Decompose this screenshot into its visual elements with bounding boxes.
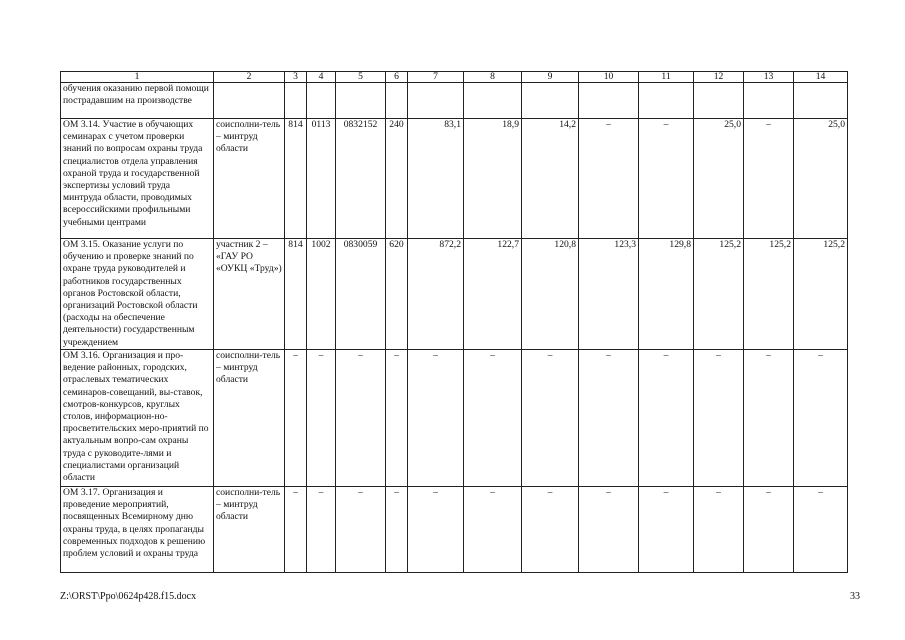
value-cell: – xyxy=(639,119,694,239)
value-cell xyxy=(408,83,464,119)
value-cell: – xyxy=(285,487,307,573)
value-cell: – xyxy=(522,350,579,487)
column-number: 12 xyxy=(694,72,744,83)
value-cell: 120,8 xyxy=(522,239,579,350)
column-number: 8 xyxy=(464,72,522,83)
value-cell: 123,3 xyxy=(579,239,639,350)
value-cell: – xyxy=(694,350,744,487)
value-cell: – xyxy=(307,350,336,487)
document-page xyxy=(60,71,848,573)
value-cell: – xyxy=(579,119,639,239)
column-number: 9 xyxy=(522,72,579,83)
value-cell: 83,1 xyxy=(408,119,464,239)
value-cell: – xyxy=(639,487,694,573)
value-cell: 14,2 xyxy=(522,119,579,239)
value-cell: – xyxy=(464,487,522,573)
value-cell xyxy=(307,83,336,119)
value-cell: 129,8 xyxy=(639,239,694,350)
executor-cell: соисполни-тель – минтруд области xyxy=(214,487,285,573)
file-path: Z:\ORST\Ppo\0624p428.f15.docx xyxy=(60,591,197,602)
column-number: 13 xyxy=(744,72,794,83)
column-number: 3 xyxy=(285,72,307,83)
measure-name-cell: ОМ 3.14. Участие в обучающих семинарах с учетом проверки знаний по вопросам охраны труда специалистов отдела управления охраной труда и государственной экспертизы условий труда минтруда области, проводимых всероссийскими профильными учебными центрами xyxy=(61,119,214,239)
value-cell xyxy=(639,83,694,119)
value-cell: – xyxy=(744,350,794,487)
value-cell: 125,2 xyxy=(744,239,794,350)
value-cell: – xyxy=(464,350,522,487)
value-cell: – xyxy=(579,487,639,573)
value-cell: 0113 xyxy=(307,119,336,239)
column-number: 14 xyxy=(794,72,848,83)
value-cell: – xyxy=(336,350,386,487)
table-row xyxy=(61,239,848,350)
value-cell: 125,2 xyxy=(694,239,744,350)
value-cell: 18,9 xyxy=(464,119,522,239)
value-cell xyxy=(522,83,579,119)
value-cell xyxy=(464,83,522,119)
value-cell: – xyxy=(307,487,336,573)
value-cell xyxy=(744,83,794,119)
value-cell xyxy=(285,83,307,119)
value-cell: 0830059 xyxy=(336,239,386,350)
column-number: 11 xyxy=(639,72,694,83)
executor-cell xyxy=(214,83,285,119)
value-cell: – xyxy=(579,350,639,487)
value-cell: 125,2 xyxy=(794,239,848,350)
value-cell: 872,2 xyxy=(408,239,464,350)
budget-table xyxy=(60,71,848,573)
executor-cell: участник 2 – «ГАУ РО «ОУКЦ «Труд») xyxy=(214,239,285,350)
value-cell xyxy=(694,83,744,119)
value-cell xyxy=(336,83,386,119)
value-cell: – xyxy=(694,487,744,573)
table-row xyxy=(61,119,848,239)
column-number: 5 xyxy=(336,72,386,83)
measure-name-cell: обучения оказанию первой помощи пострадавшим на производстве xyxy=(61,83,214,119)
value-cell: 814 xyxy=(285,239,307,350)
table-row xyxy=(61,350,848,487)
value-cell: – xyxy=(522,487,579,573)
value-cell xyxy=(794,83,848,119)
value-cell: – xyxy=(794,487,848,573)
column-number: 2 xyxy=(214,72,285,83)
measure-name-cell: ОМ 3.15. Оказание услуги по обучению и проверке знаний по охране труда руководителей и работников государственных органов Ростовской области, организаций Ростовской области (расходы на обеспечение деятельности) государственным учреждением xyxy=(61,239,214,350)
column-number: 7 xyxy=(408,72,464,83)
value-cell: 620 xyxy=(386,239,408,350)
column-number: 6 xyxy=(386,72,408,83)
value-cell: – xyxy=(386,487,408,573)
measure-name-cell: ОМ 3.16. Организация и про-ведение районных, городских, отраслевых тематических семинаров-совещаний, вы-ставок, смотров-конкурсов, круглых столов, информацион-но-просветительских меро-приятий по актуальным вопро-сам охраны труда с руководите-лями и специалистами организаций области xyxy=(61,350,214,487)
value-cell: – xyxy=(744,119,794,239)
value-cell: – xyxy=(794,350,848,487)
value-cell xyxy=(579,83,639,119)
column-number: 10 xyxy=(579,72,639,83)
executor-cell: соисполни-тель – минтруд области xyxy=(214,119,285,239)
value-cell: 1002 xyxy=(307,239,336,350)
value-cell: – xyxy=(744,487,794,573)
table-row xyxy=(61,83,848,119)
executor-cell: соисполни-тель – минтруд области xyxy=(214,350,285,487)
value-cell: 25,0 xyxy=(794,119,848,239)
value-cell: – xyxy=(639,350,694,487)
value-cell: 0832152 xyxy=(336,119,386,239)
value-cell: 122,7 xyxy=(464,239,522,350)
column-number: 1 xyxy=(61,72,214,83)
value-cell: – xyxy=(408,350,464,487)
column-number: 4 xyxy=(307,72,336,83)
value-cell: 25,0 xyxy=(694,119,744,239)
value-cell xyxy=(386,83,408,119)
measure-name-cell: ОМ 3.17. Организация и проведение мероприятий, посвященных Всемирному дню охраны труда, в целях пропаганды современных подходов к решению проблем условий и охраны труда xyxy=(61,487,214,573)
value-cell: – xyxy=(386,350,408,487)
value-cell: – xyxy=(285,350,307,487)
value-cell: 814 xyxy=(285,119,307,239)
value-cell: 240 xyxy=(386,119,408,239)
table-row xyxy=(61,487,848,573)
page-number: 33 xyxy=(850,591,860,602)
value-cell: – xyxy=(408,487,464,573)
value-cell: – xyxy=(336,487,386,573)
column-number-row xyxy=(61,72,848,83)
